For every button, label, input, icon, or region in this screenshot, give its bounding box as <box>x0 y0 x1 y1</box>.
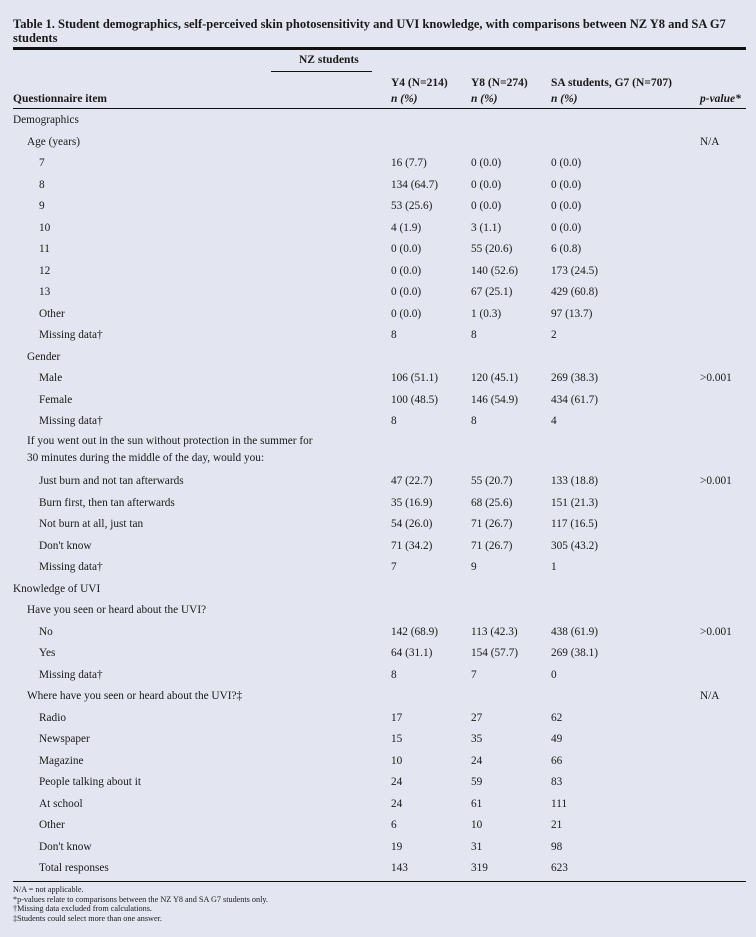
y4-value: 134 (64.7) <box>391 178 439 191</box>
sa-value: 0 <box>551 668 557 681</box>
row-label: Male <box>39 372 63 384</box>
table-row <box>0 196 756 218</box>
y4-value: 19 <box>391 840 403 853</box>
sa-value: 0 (0.0) <box>551 178 582 191</box>
sa-value: 434 (61.7) <box>551 393 599 406</box>
row-label: Yes <box>39 647 56 659</box>
y4-value: 8 <box>391 668 397 681</box>
y8-value: 71 (26.7) <box>471 539 513 552</box>
bottom-rule <box>13 881 746 882</box>
y4-value: 54 (26.0) <box>391 518 433 530</box>
row-label: 11 <box>39 243 50 255</box>
y8-value: 71 (26.7) <box>471 518 513 530</box>
y8-value: 35 <box>471 733 483 745</box>
top-rule <box>13 47 746 50</box>
sa-value: 429 (60.8) <box>551 286 599 298</box>
sa-value: 98 <box>551 840 563 853</box>
row-label: Other <box>39 307 65 320</box>
footnote: N/A = not applicable. <box>13 885 84 894</box>
group-underline <box>271 71 372 72</box>
y8-value: 154 (57.7) <box>471 647 519 659</box>
row-label: No <box>39 625 53 638</box>
y8-value: 0 (0.0) <box>471 157 502 169</box>
table-title: Table 1. Student demographics, self-perceived skin photosensitivity and UVI knowledge, with comparisons between NZ Y8 and SA G7 students <box>13 17 726 45</box>
row-label: Have you seen or heard about the UVI? <box>27 604 207 616</box>
sa-value: 62 <box>551 711 563 724</box>
table-row <box>0 304 756 326</box>
y8-value: 8 <box>471 329 477 341</box>
y8-value: 27 <box>471 711 483 724</box>
table-row <box>0 110 756 132</box>
row-label: Don't know <box>39 840 92 853</box>
row-label: Magazine <box>39 754 84 767</box>
y4-value: 8 <box>391 415 397 427</box>
header-y4: Y4 (N=214) <box>391 77 448 89</box>
header-y8-unit <box>471 93 498 105</box>
n-pct: n (%) <box>471 93 498 105</box>
row-label: Where have you seen or heard about the UVI?‡ <box>27 690 243 702</box>
y8-value: 3 (1.1) <box>471 221 502 234</box>
row-label: Just burn and not tan afterwards <box>39 475 184 487</box>
header-sa-unit <box>551 93 578 105</box>
table-row <box>0 514 756 536</box>
y4-value: 0 (0.0) <box>391 307 422 320</box>
table-row <box>0 261 756 283</box>
sa-value: 0 (0.0) <box>551 200 582 212</box>
y4-value: 47 (22.7) <box>391 475 433 487</box>
y4-value: 0 (0.0) <box>391 243 422 255</box>
y4-value: 35 (16.9) <box>391 496 433 509</box>
sa-value: 269 (38.1) <box>551 647 599 659</box>
y8-value: 67 (25.1) <box>471 286 513 298</box>
table-row <box>0 471 756 493</box>
table-row <box>0 622 756 644</box>
y4-value: 71 (34.2) <box>391 539 433 552</box>
table-row <box>0 772 756 794</box>
header-y4-unit <box>391 93 418 105</box>
table-row <box>0 643 756 665</box>
sa-value: 269 (38.3) <box>551 372 599 384</box>
y4-value: 16 (7.7) <box>391 157 427 169</box>
y8-value: 0 (0.0) <box>471 200 502 212</box>
row-label: Other <box>39 819 65 831</box>
row-label: Missing data† <box>39 329 103 341</box>
header-item: Questionnaire item <box>13 93 108 105</box>
header-pvalue: p-value* <box>700 93 741 105</box>
y8-value: 55 (20.7) <box>471 475 513 487</box>
row-label: Don't know <box>39 539 92 552</box>
table-row <box>0 686 756 708</box>
y4-value: 4 (1.9) <box>391 221 422 234</box>
sa-value: 173 (24.5) <box>551 264 599 277</box>
footnote: ‡Students could select more than one answer. <box>13 913 162 923</box>
sa-value: 2 <box>551 329 557 341</box>
sa-value: 623 <box>551 862 568 874</box>
sa-value: 133 (18.8) <box>551 475 599 487</box>
table-row <box>0 132 756 154</box>
footnote: †Missing data excluded from calculations. <box>13 904 152 913</box>
y4-value: 106 (51.1) <box>391 372 439 384</box>
y8-value: 68 (25.6) <box>471 496 513 509</box>
y4-value: 143 <box>391 862 408 874</box>
table-row <box>0 751 756 773</box>
y4-value: 0 (0.0) <box>391 286 422 298</box>
row-label: Missing data† <box>39 415 103 427</box>
sa-value: 117 (16.5) <box>551 518 598 530</box>
nz-students-group-header: NZ students <box>299 54 359 66</box>
y8-value: 55 (20.6) <box>471 243 513 255</box>
table-row <box>0 600 756 622</box>
y4-value: 53 (25.6) <box>391 200 433 212</box>
row-label: 10 <box>39 221 51 234</box>
y4-value: 10 <box>391 754 403 767</box>
y8-value: 140 (52.6) <box>471 264 519 277</box>
y8-value: 113 (42.3) <box>471 625 518 638</box>
table-row <box>0 815 756 837</box>
footnotes <box>13 885 268 923</box>
y8-value: 10 <box>471 819 483 831</box>
sa-value: 1 <box>551 561 557 573</box>
row-label: Missing data† <box>39 561 103 573</box>
sa-value: 83 <box>551 776 563 788</box>
sa-value: 151 (21.3) <box>551 496 599 509</box>
table-row <box>0 390 756 412</box>
row-label: 7 <box>39 157 45 169</box>
row-label: Newspaper <box>39 733 90 745</box>
row-label-line: If you went out in the sun without protection in the summer for <box>27 434 313 447</box>
table-row <box>0 325 756 347</box>
table-row <box>0 729 756 751</box>
row-label: Not burn at all, just tan <box>39 518 144 530</box>
y4-value: 24 <box>391 776 403 788</box>
y8-value: 0 (0.0) <box>471 178 502 191</box>
y4-value: 6 <box>391 819 397 831</box>
sa-value: 21 <box>551 819 563 831</box>
n-pct: n (%) <box>391 93 418 105</box>
table-row <box>0 239 756 261</box>
header-y8: Y8 (N=274) <box>471 77 528 89</box>
p-value: >0.001 <box>700 625 732 638</box>
table-row <box>0 837 756 859</box>
y4-value: 64 (31.1) <box>391 647 433 659</box>
row-label: 13 <box>39 286 51 298</box>
y4-value: 17 <box>391 711 403 724</box>
table-row <box>0 347 756 369</box>
table-row <box>0 858 756 880</box>
p-value: N/A <box>700 135 720 148</box>
sa-value: 97 (13.7) <box>551 307 593 320</box>
table-row <box>0 708 756 730</box>
row-label-line: 30 minutes during the middle of the day, would you: <box>27 452 265 464</box>
y8-value: 1 (0.3) <box>471 307 502 320</box>
header-sa: SA students, G7 (N=707) <box>551 77 672 89</box>
table-row <box>0 794 756 816</box>
y8-value: 59 <box>471 776 483 788</box>
y8-value: 8 <box>471 415 477 427</box>
table-row <box>0 536 756 558</box>
sa-value: 0 (0.0) <box>551 221 582 234</box>
y8-value: 9 <box>471 561 477 573</box>
table-row <box>0 218 756 240</box>
table-row <box>0 557 756 579</box>
y4-value: 24 <box>391 797 403 810</box>
table-row <box>0 368 756 390</box>
y8-value: 31 <box>471 840 483 853</box>
footnote: *p-values relate to comparisons between the NZ Y8 and SA G7 students only. <box>13 894 268 904</box>
p-value: >0.001 <box>700 372 732 384</box>
row-label: Demographics <box>13 114 79 126</box>
row-label: Radio <box>39 711 66 724</box>
y4-value: 7 <box>391 561 397 573</box>
sa-value: 66 <box>551 754 563 767</box>
y8-value: 146 (54.9) <box>471 393 519 406</box>
table-row <box>0 175 756 197</box>
y4-value: 8 <box>391 329 397 341</box>
row-label: 12 <box>39 264 51 277</box>
sa-value: 49 <box>551 733 563 745</box>
sa-value: 438 (61.9) <box>551 625 599 638</box>
row-label: 9 <box>39 200 45 212</box>
p-value: N/A <box>700 690 720 702</box>
table-row <box>0 153 756 175</box>
y4-value: 100 (48.5) <box>391 393 439 406</box>
table-row <box>0 433 756 471</box>
row-label: People talking about it <box>39 776 141 788</box>
sa-value: 111 <box>551 797 568 810</box>
y8-value: 7 <box>471 668 477 681</box>
row-label: Burn first, then tan afterwards <box>39 496 175 509</box>
y8-value: 120 (45.1) <box>471 372 519 384</box>
p-value: >0.001 <box>700 475 732 487</box>
row-label: 8 <box>39 178 45 191</box>
y8-value: 61 <box>471 797 483 810</box>
y4-value: 142 (68.9) <box>391 625 439 638</box>
n-pct: n (%) <box>551 93 578 105</box>
row-label: Missing data† <box>39 668 103 681</box>
y8-value: 24 <box>471 754 483 767</box>
table-row <box>0 411 756 433</box>
row-label: Female <box>39 393 73 406</box>
sa-value: 4 <box>551 415 557 427</box>
sa-value: 305 (43.2) <box>551 539 599 552</box>
table-row <box>0 579 756 601</box>
sa-value: 0 (0.0) <box>551 157 582 169</box>
row-label: Knowledge of UVI <box>13 582 101 595</box>
table-row <box>0 282 756 304</box>
row-label <box>27 433 313 468</box>
y8-value: 319 <box>471 862 488 874</box>
row-label: At school <box>39 797 83 810</box>
table-row <box>0 493 756 515</box>
row-label: Gender <box>27 350 61 363</box>
row-label: Total responses <box>39 862 109 874</box>
y4-value: 15 <box>391 733 403 745</box>
row-label: Age (years) <box>27 135 81 148</box>
table-row <box>0 665 756 687</box>
sa-value: 6 (0.8) <box>551 243 582 255</box>
y4-value: 0 (0.0) <box>391 264 422 277</box>
